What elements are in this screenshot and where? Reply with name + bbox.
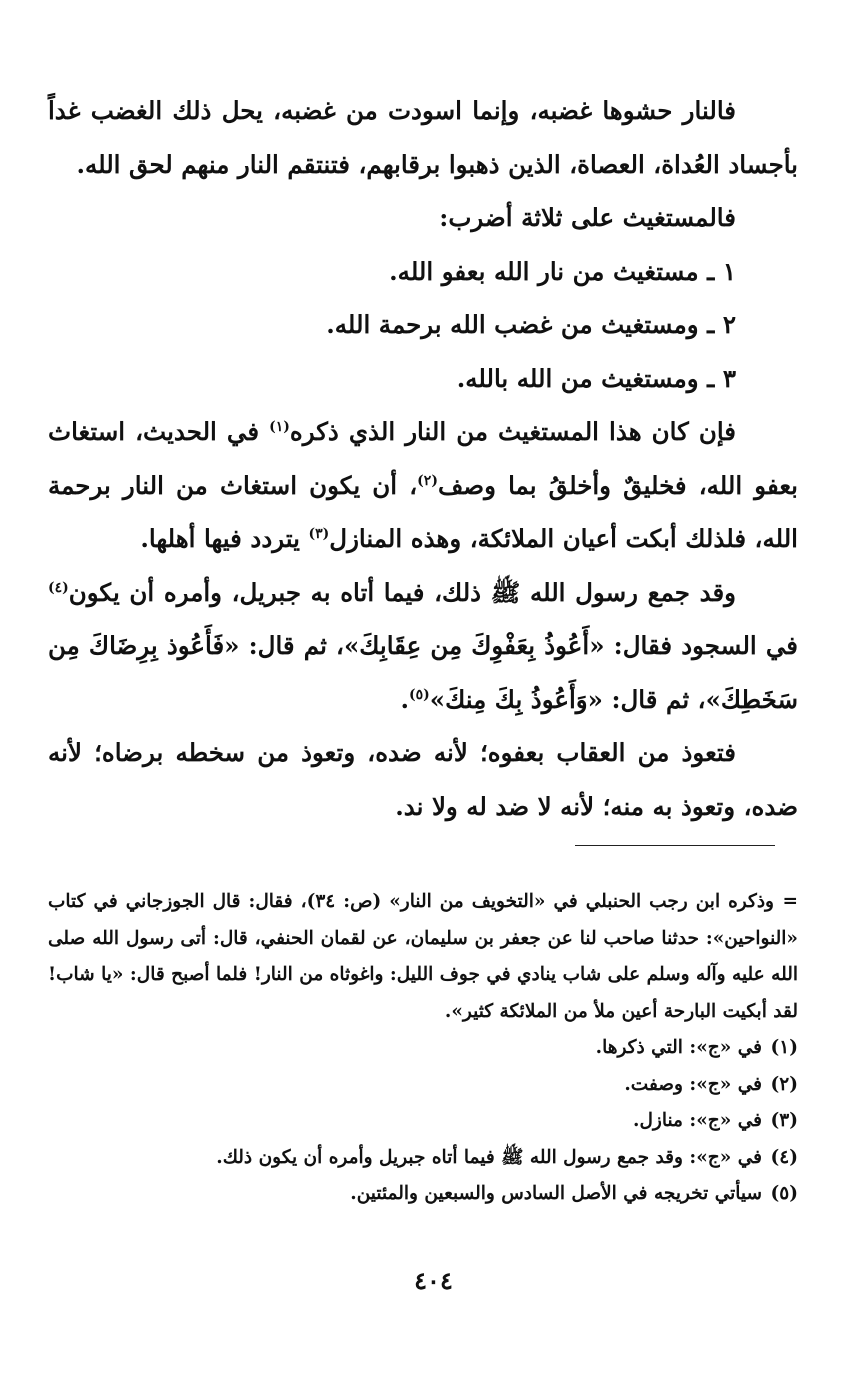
hadith-quote-1: «أَعُوذُ بِعَفْوِكَ مِن عِقَابِكَ»	[343, 631, 605, 660]
footnote-ref-5: (٥)	[409, 686, 430, 703]
footnote-number: (٤)	[770, 1146, 798, 1168]
paragraph-3-part-b: في الحديث، استغاث بعفو الله، فخليقٌ وأخلقُ بما وصف	[48, 417, 798, 500]
footnote-3	[48, 1103, 798, 1140]
paragraph-4-part-a: وقد جمع رسول الله ﷺ ذلك، فيما أتاه به جبريل، وأمره أن يكون	[68, 577, 736, 607]
paragraph-4-part-e: .	[400, 684, 410, 714]
paragraph-4-part-c: ، ثم قال:	[239, 631, 344, 660]
footnote-number: (٣)	[770, 1110, 798, 1131]
footnote-text: سيأتي تخريجه في الأصل السادس والسبعين والمئتين.	[350, 1183, 762, 1204]
footnote-number: (٢)	[770, 1073, 798, 1095]
footnote-1	[48, 1030, 798, 1067]
paragraph-4-part-b: في السجود فقال:	[604, 631, 798, 660]
footnote-ref-2: (٢)	[417, 472, 438, 489]
paragraph-4-part-d: ، ثم قال:	[602, 684, 706, 714]
paragraph-2: فالمستغيث على ثلاثة أضرب:	[439, 203, 736, 232]
paragraph-3	[48, 405, 798, 566]
continuation-marker: =	[782, 891, 798, 912]
paragraph-5: فتعوذ من العقاب بعفوه؛ لأنه ضده، وتعوذ من سخطه برضاه؛ لأنه ضده، وتعوذ به منه؛ لأنه لا ضد له ولا ند.	[48, 738, 798, 821]
footnote-5	[48, 1176, 798, 1213]
main-text-body	[48, 84, 798, 833]
hadith-quote-2: «فَأَعُوذ بِرِضَاكَ مِن سَخَطِكَ»	[48, 631, 798, 714]
footnote-continuation	[48, 884, 798, 1030]
footnote-continuation-text: وذكره ابن رجب الحنبلي في «التخويف من النار» (ص: ٣٤)، فقال: قال الجوزجاني في كتاب «النواحين»: حدثنا صاحب لنا عن جعفر بن سليمان، عن لقمان الحنفي، قال: أتى رسول الله صلى الله عليه وآله وسلم على شاب ينادي في جوف الليل: واغوثاه من النار! فلما أصبح قال: «يا شاب! لقد أبكيت البارحة أعين ملأ من الملائكة كثير».	[48, 891, 798, 1022]
list-item-1: ١ ـ مستغيث من نار الله بعفو الله.	[389, 256, 736, 286]
paragraph-1: فالنار حشوها غضبه، وإنما اسودت من غضبه، يحل ذلك الغضب غداً بأجساد العُداة، العصاة، الذين ذهبوا برقابهم، فتنتقم النار منهم لحق الله.	[48, 96, 798, 179]
footnote-text: في «ج»: التي ذكرها.	[595, 1037, 762, 1058]
list-item-2: ٢ ـ ومستغيث من غضب الله برحمة الله.	[326, 310, 736, 339]
footnote-text: في «ج»: منازل.	[633, 1110, 762, 1131]
footnotes-section	[48, 884, 798, 1213]
footnote-separator	[575, 845, 775, 846]
footnote-number: (١)	[770, 1037, 798, 1058]
page-number: ٤٠٤	[414, 1266, 453, 1295]
list-item-3: ٣ ـ ومستغيث من الله بالله.	[456, 363, 736, 393]
footnote-text: في «ج»: وصفت.	[624, 1073, 762, 1095]
paragraph-4	[48, 566, 798, 727]
footnote-ref-4: (٤)	[48, 579, 69, 596]
paragraph-3-part-c: ، أن يكون استغاث من النار برحمة الله، فلذلك أبكت أعيان الملائكة، وهذه المنازل	[48, 470, 798, 553]
footnote-2	[48, 1067, 798, 1104]
footnote-ref-1: (١)	[269, 418, 290, 435]
paragraph-3-part-a: فإن كان هذا المستغيث من النار الذي ذكره	[289, 417, 737, 446]
footnote-4	[48, 1140, 798, 1177]
footnote-ref-3: (٣)	[308, 525, 330, 542]
paragraph-3-part-d: يتردد فيها أهلها.	[140, 524, 309, 553]
hadith-quote-3: «وَأَعُوذُ بِكَ مِنكَ»	[429, 684, 603, 714]
footnote-number: (٥)	[770, 1183, 798, 1204]
footnote-text: في «ج»: وقد جمع رسول الله ﷺ فيما أتاه جبريل وأمره أن يكون ذلك.	[216, 1146, 762, 1168]
